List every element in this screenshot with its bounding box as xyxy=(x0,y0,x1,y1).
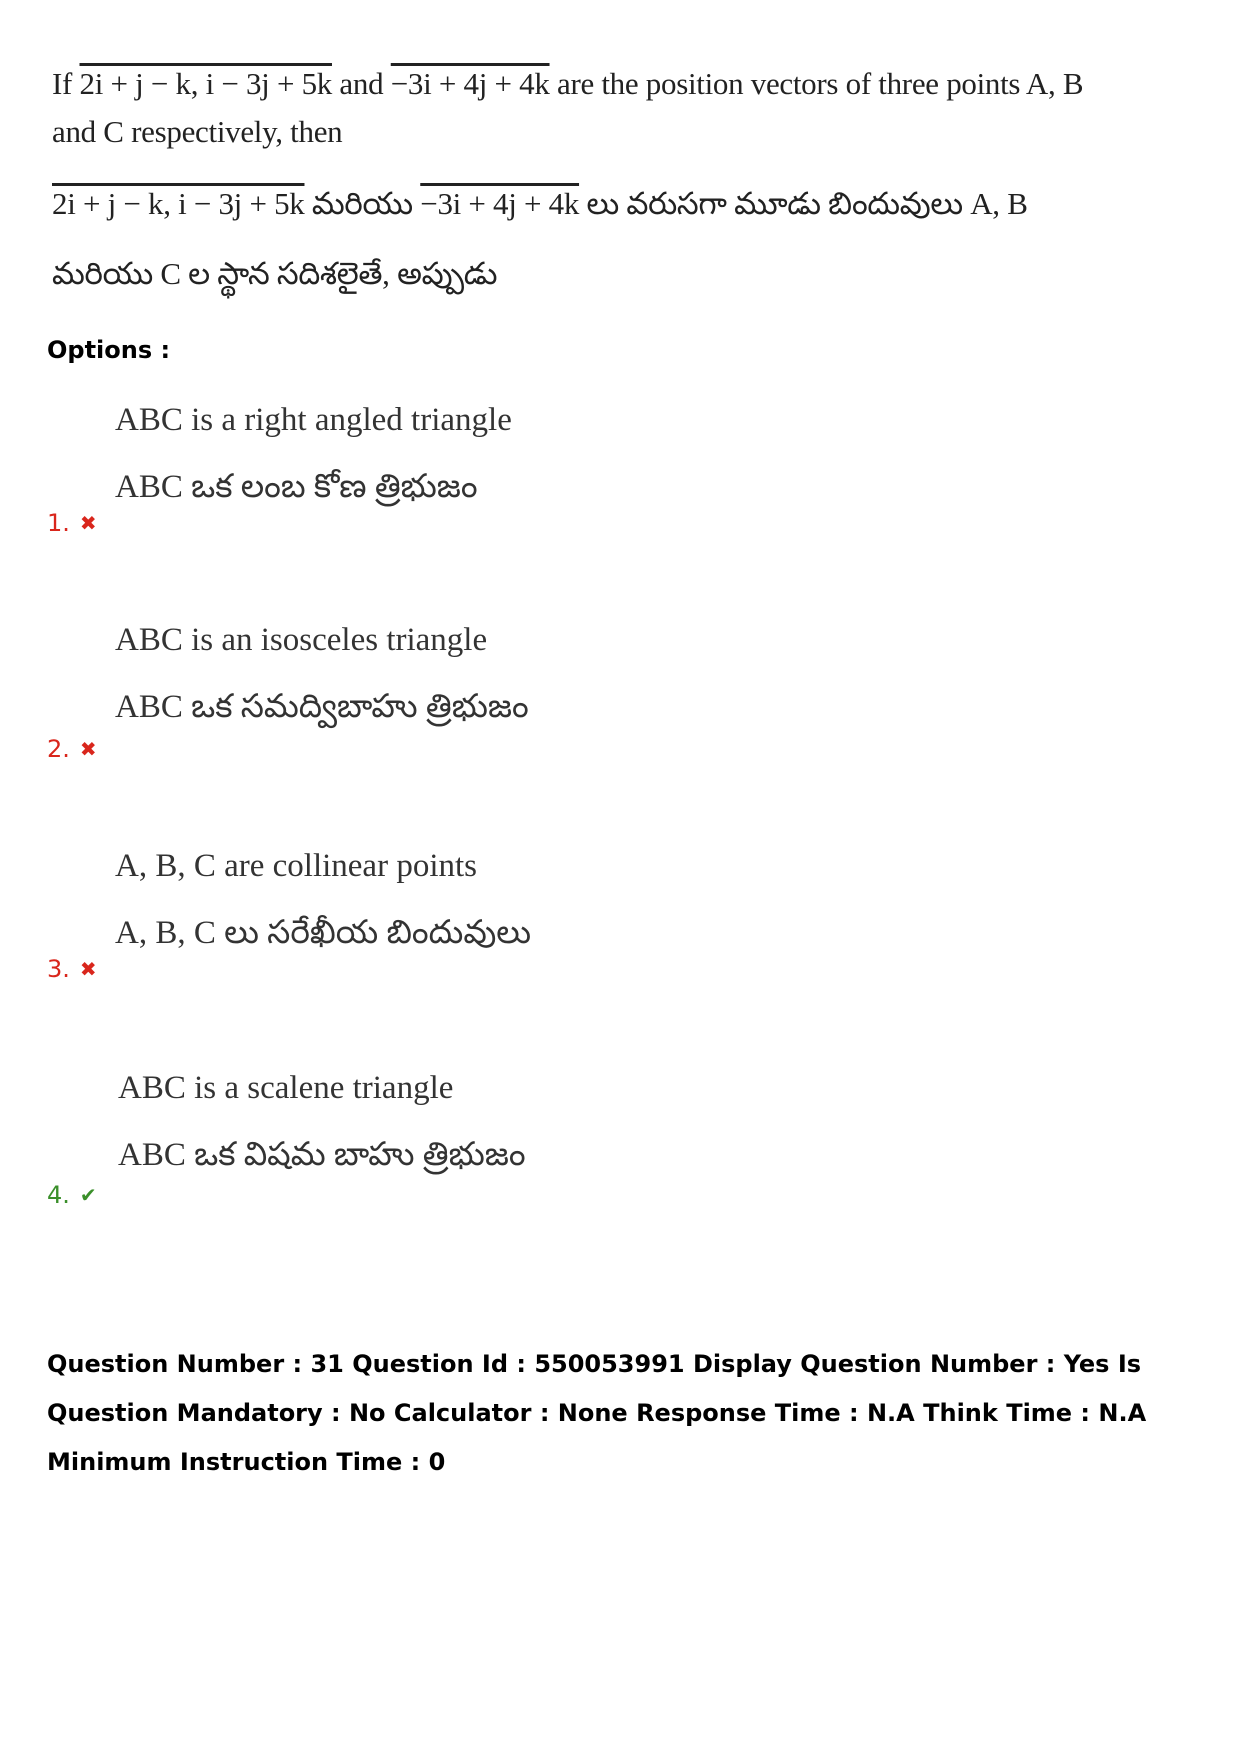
question-text: and xyxy=(331,66,391,101)
question-line-telugu-1 xyxy=(52,186,1028,229)
option-number: 1. xyxy=(47,509,70,537)
question-line-telugu-2: మరియు C ల స్థాన సదిశలైతే, అప్పుడు xyxy=(52,256,498,291)
question-metadata: Question Number : 31 Question Id : 550053991 Display Question Number : Yes Is Question Mandatory : No Calculator : None Response Time : N.A Think Time : N.A Minimum Instruction Time : 0 xyxy=(47,1350,1147,1476)
option-number: 4. xyxy=(47,1181,70,1209)
option-number: 3. xyxy=(47,955,70,983)
question-line-1 xyxy=(52,66,1083,102)
question-text: మరియు xyxy=(304,186,421,221)
options-label: Options : xyxy=(47,336,171,364)
option-3-english: A, B, C are collinear points xyxy=(115,848,478,884)
option-4-telugu: ABC ఒక విషమ బాహు త్రిభుజం xyxy=(118,1137,526,1173)
vector-expression: 2i + j − k, i − 3j + 5k xyxy=(52,186,305,221)
option-3-telugu: A, B, C లు సరేఖీయ బిందువులు xyxy=(115,915,532,951)
option-number: 2. xyxy=(47,735,70,763)
question-text: are the position vectors of three points A, B xyxy=(549,66,1084,101)
vector-expression: −3i + 4j + 4k xyxy=(390,66,550,101)
checkmark-icon: ✔ xyxy=(79,1183,97,1207)
question-text: If xyxy=(52,66,80,101)
option-1-telugu: ABC ఒక లంబ కోణ త్రిభుజం xyxy=(115,469,478,505)
option-2-marker xyxy=(47,735,97,763)
option-4-english: ABC is a scalene triangle xyxy=(118,1070,454,1106)
option-3-marker xyxy=(47,955,97,983)
option-1-marker xyxy=(47,509,97,537)
cross-icon: ✖ xyxy=(79,511,97,535)
question-line-2: and C respectively, then xyxy=(52,114,343,149)
option-1-english: ABC is a right angled triangle xyxy=(115,402,512,438)
vector-expression: 2i + j − k, i − 3j + 5k xyxy=(79,66,332,101)
question-text: లు వరుసగా మూడు బిందువులు A, B xyxy=(579,186,1028,221)
option-2-english: ABC is an isosceles triangle xyxy=(115,622,488,658)
cross-icon: ✖ xyxy=(79,737,97,761)
option-4-marker xyxy=(47,1181,97,1209)
option-2-telugu: ABC ఒక సమద్విబాహు త్రిభుజం xyxy=(115,689,529,725)
vector-expression: −3i + 4j + 4k xyxy=(420,186,580,221)
cross-icon: ✖ xyxy=(79,957,97,981)
